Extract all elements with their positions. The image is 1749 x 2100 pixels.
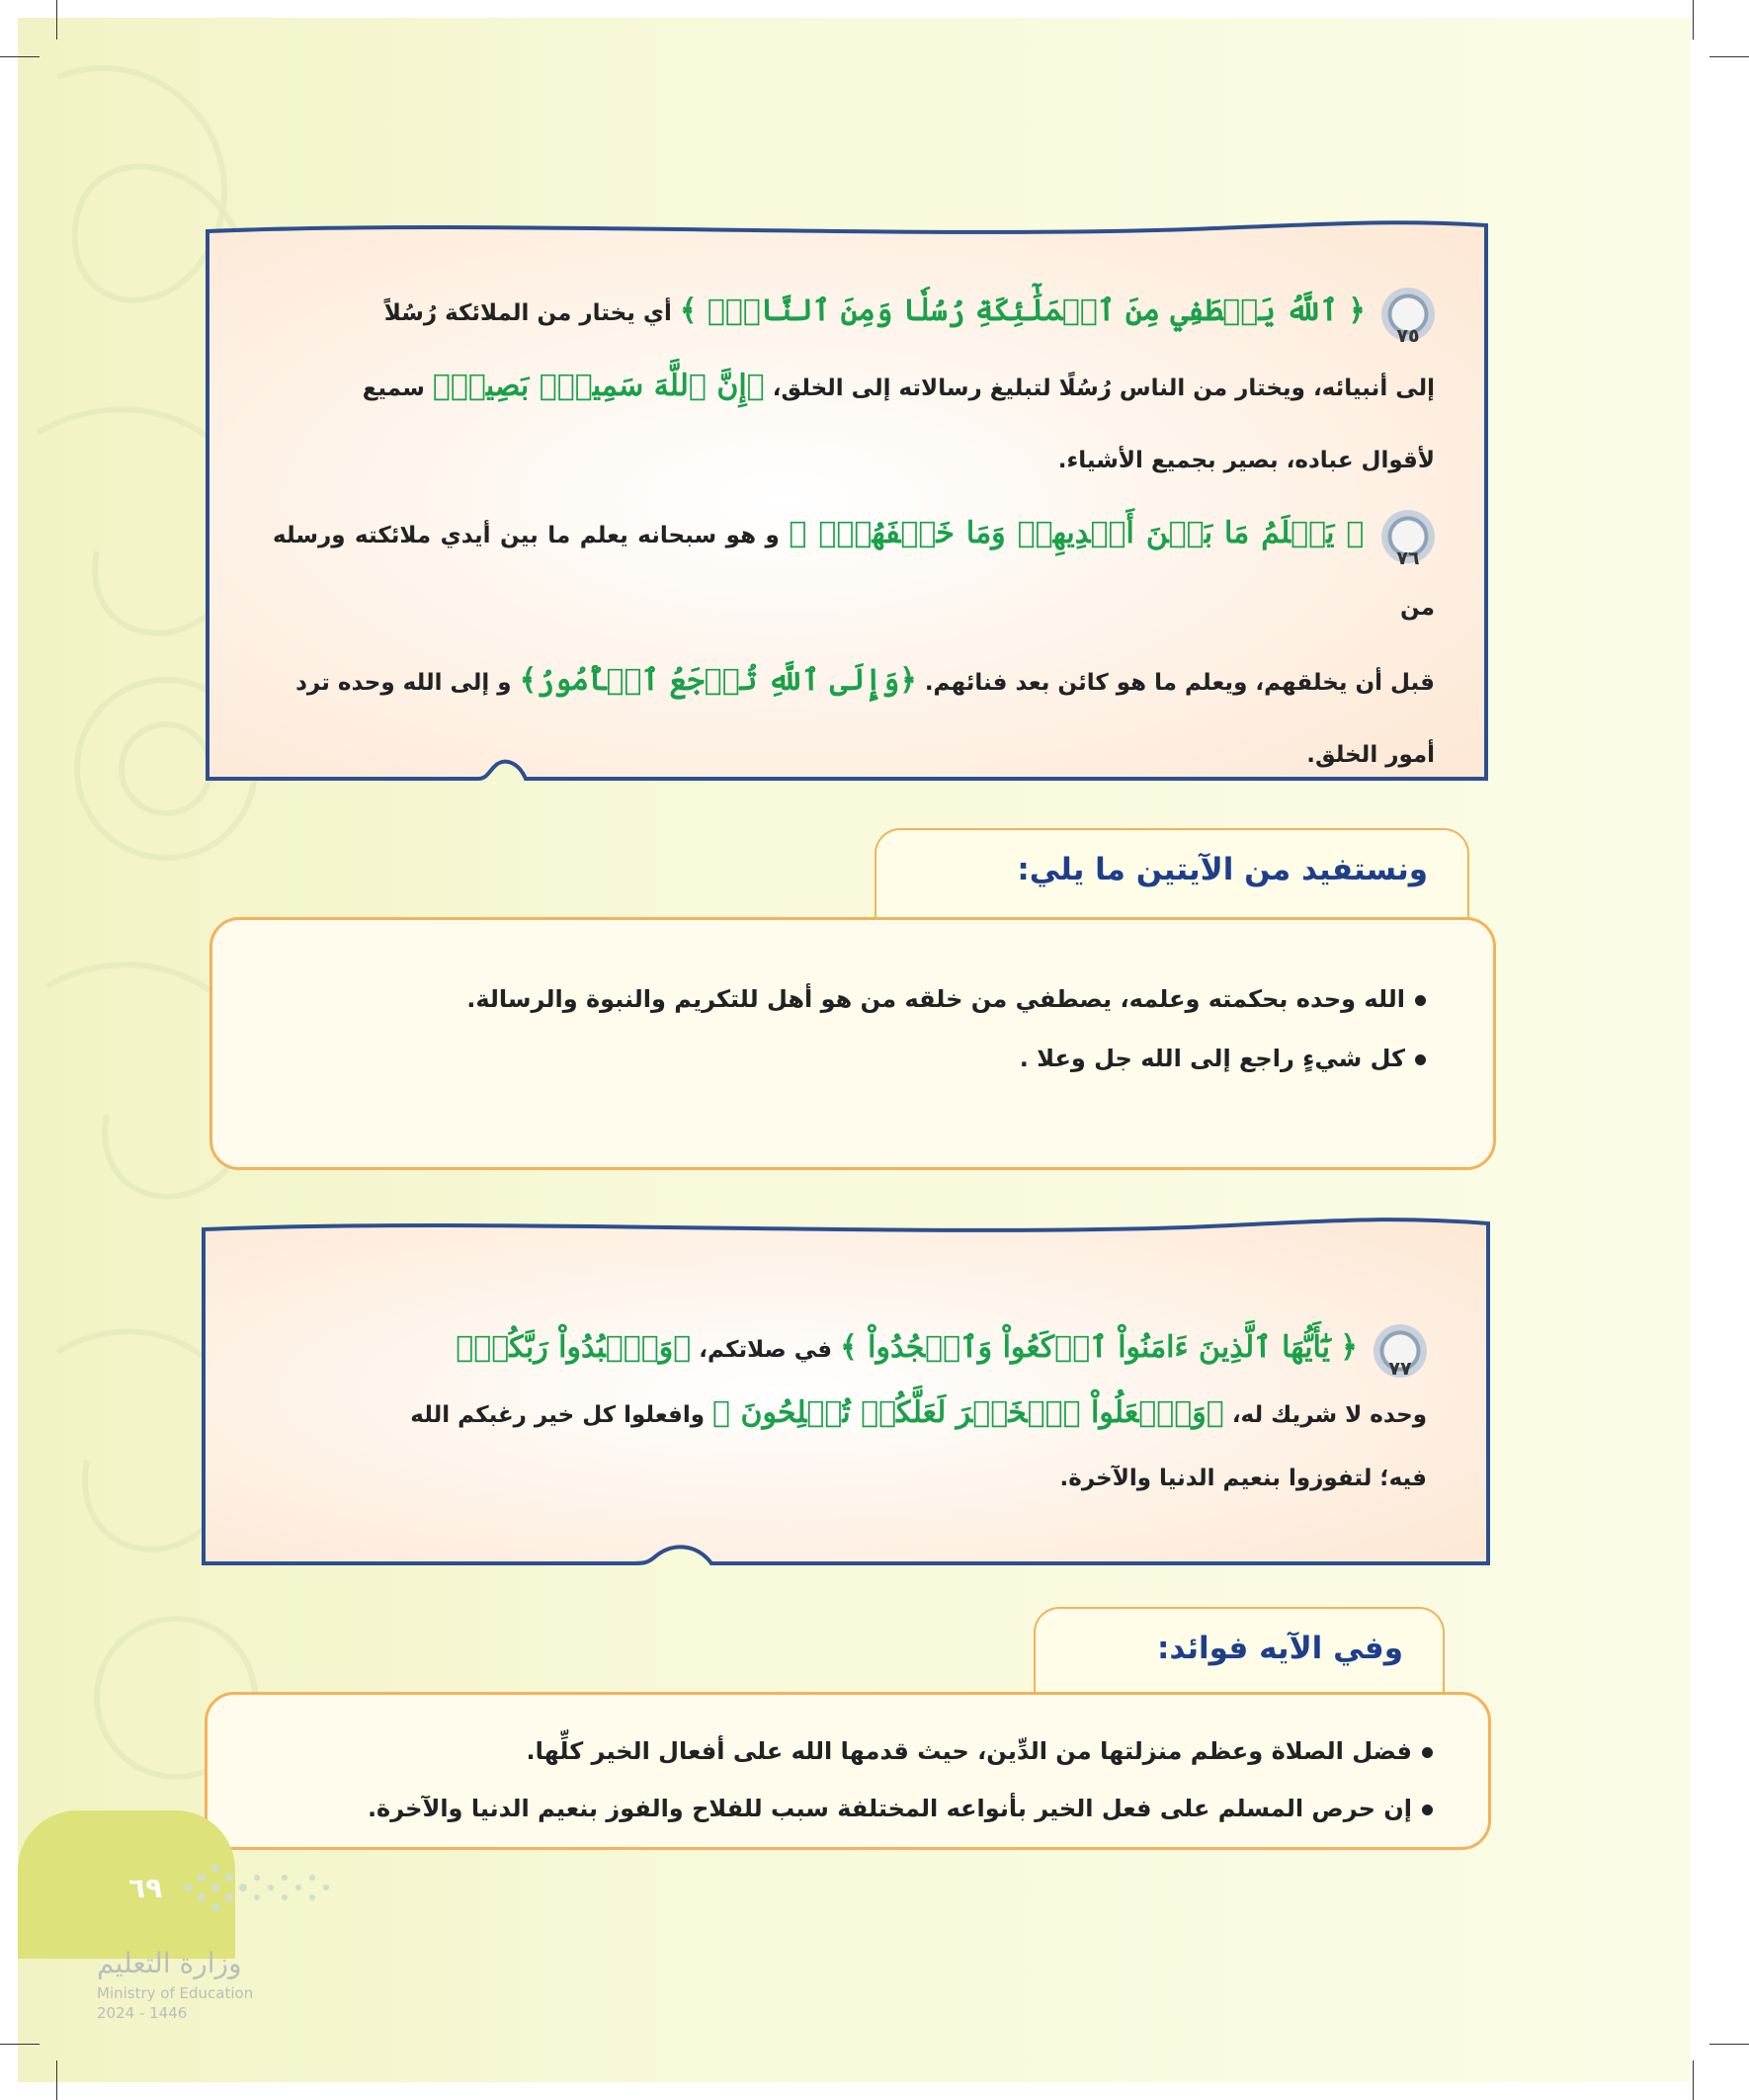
explanation-text: إلى أنبيائه، ويختار من الناس رُسُلًا لتبليغ رسالاته إلى الخلق، [772,376,1435,401]
line-verse-76 [273,497,1435,644]
verses-75-76-text [273,275,1435,792]
verse-number-medallion [1381,510,1435,569]
benefits-list [247,1722,1433,1837]
list-item-text: كل شيءٍ راجع إلى الله جل وعلا . [1019,1045,1405,1072]
bullet-icon [1415,995,1426,1006]
explanation-text: سميع [362,376,425,401]
list-item [247,1722,1433,1780]
crop-mark [1709,56,1749,57]
benefits-list-box [205,1692,1491,1850]
quran-verse: ﴿وَإِلَى ٱللَّهِ تُرۡجَعُ ٱلۡأُمُورُ﴾ [519,663,917,698]
section-heading-tab [874,828,1469,927]
benefits-list-box [209,917,1496,1170]
explanation-text: وحده لا شريك له، [1231,1402,1427,1428]
list-item [247,1780,1433,1837]
line-5 [273,644,1435,719]
bullet-icon [1422,1805,1433,1815]
explanation-text: و هو سبحانه يعلم ما بين أيدي ملائكته ورسله من [273,523,1435,621]
list-item [252,969,1426,1029]
bullet-icon [1415,1054,1426,1065]
line-verse-75 [273,275,1435,350]
verse-number-medallion [1374,1324,1427,1378]
ministry-logo-english: Ministry of Education [97,1984,254,2002]
crop-mark [0,2044,40,2045]
quran-verse: ﴿وَٱعۡبُدُواْ رَبَّكُمۡ﴾ [456,1330,692,1365]
bullet-icon [1422,1747,1433,1758]
crop-mark [1709,2044,1749,2045]
explanation-text: أي يختار من الملائكة رُسُلاً [383,300,672,326]
line-6 [273,719,1435,792]
explanation-text: قبل أن يخلقهم، ويعلم ما هو كائن بعد فنائهم. [924,670,1435,696]
verse-77-box [198,1216,1499,1571]
verses-75-76-box [202,219,1499,789]
academic-year: 2024 - 1446 [97,2004,188,2022]
crop-mark [1693,2060,1694,2100]
verse-77-text [312,1316,1427,1510]
line-3 [273,425,1435,497]
quran-verse: ﴿إِنَّ ٱللَّهَ سَمِيعُۢ بَصِيرٞ﴾ [432,369,765,403]
list-item-text: فضل الصلاة وعظم منزلتها من الدِّين، حيث قدمها الله على أفعال الخير كلِّها. [526,1737,1412,1765]
list-item [252,1029,1426,1088]
section-heading: ونستفيد من الآيتين ما يلي: [1017,852,1428,887]
quran-verse: ﴿ يَعۡلَمُ مَا بَيۡنَ أَيۡدِيهِمۡ وَمَا خَلۡفَهُمۡۚ ﴾ [789,516,1365,550]
explanation-text: في صلاتكم، [699,1337,833,1363]
list-item-text: إن حرص المسلم على فعل الخير بأنواعه المختلفة سبب للفلاح والفوز بنعيم الدنيا والآخرة. [367,1795,1412,1822]
quran-verse: ﴿ يَٰٓأَيُّهَا ٱلَّذِينَ ءَامَنُواْ ٱرۡكَعُواْ وَٱسۡجُدُواْ ﴾ [840,1330,1358,1365]
verse-number: ٧٧ [1388,1357,1412,1380]
quran-verse: ﴿وَٱفۡعَلُواْ ٱلۡخَيۡرَ لَعَلَّكُمۡ تُفۡلِحُونَ ﴾ [712,1395,1224,1430]
list-item-text: الله وحده بحكمته وعلمه، يصطفي من خلقه من هو أهل للتكريم والنبوة والرسالة. [466,985,1405,1013]
explanation-text: وافعلوا كل خير رغبكم الله [410,1402,706,1428]
verse-number: ٧٥ [1396,324,1420,347]
line-verse-77 [312,1316,1427,1382]
line-3 [312,1447,1427,1510]
line-2 [273,350,1435,425]
line-2 [312,1382,1427,1447]
ministry-logo-arabic: وزارة التعليم [97,1947,242,1979]
explanation-text: و إلى الله وحده ترد [295,670,512,696]
explanation-text: أمور الخلق. [1306,742,1435,768]
crop-mark [56,2060,57,2100]
benefits-list [252,969,1426,1088]
verse-number-medallion [1381,288,1435,347]
page-number: ٦٩ [128,1872,163,1904]
explanation-text: فيه؛ لتفوزوا بنعيم الدنيا والآخرة. [1059,1466,1427,1491]
quran-verse: ﴿ ٱللَّهُ يَصۡطَفِي مِنَ ٱلۡمَلَٰٓئِكَةِ رُسُلٗا وَمِنَ ٱلنَّاسِۚ ﴾ [679,294,1366,328]
section-heading: وفي الآيه فوائد: [1157,1631,1403,1666]
crop-mark [1693,0,1694,40]
verse-number: ٧٦ [1396,546,1420,569]
explanation-text: لأقوال عباده، بصير بجميع الأشياء. [1057,448,1435,473]
dots-pattern-icon [178,1858,356,1917]
section-heading-tab [1034,1607,1445,1706]
